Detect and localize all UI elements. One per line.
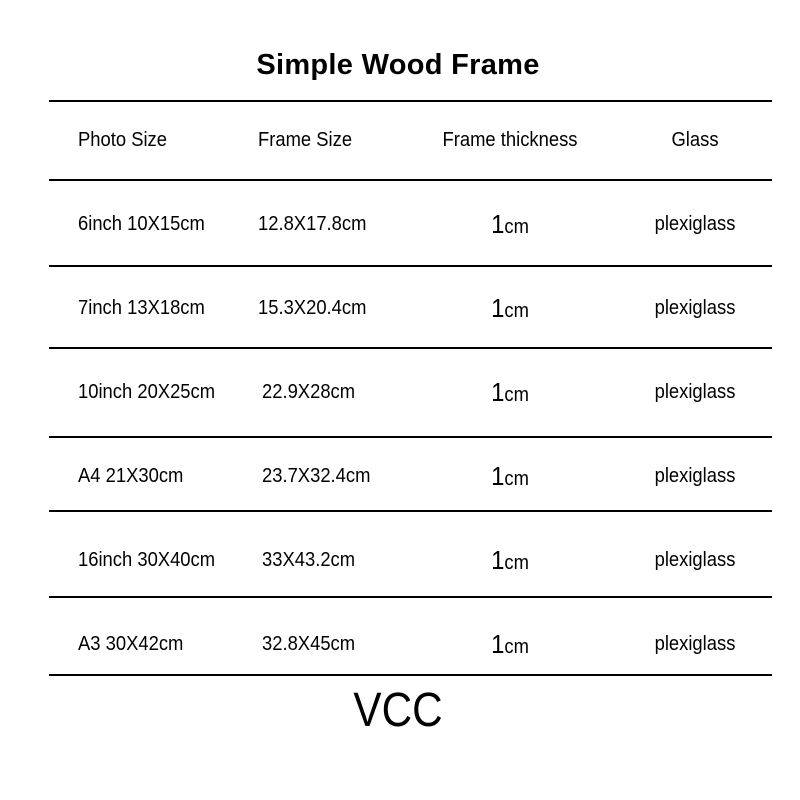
thickness-unit: cm <box>504 216 529 238</box>
brand-footer: VCC <box>353 684 443 737</box>
table-header-row <box>0 120 800 160</box>
photo-size-cell: 6inch 10X15cm <box>78 213 205 235</box>
glass-cell: plexiglass <box>654 633 736 655</box>
table-row <box>0 456 800 496</box>
row-rule <box>49 347 772 349</box>
photo-size-cell: 10inch 20X25cm <box>78 381 216 403</box>
header-photo-size: Photo Size <box>78 129 167 151</box>
glass-cell: plexiglass <box>654 465 736 487</box>
header-glass: Glass <box>671 129 719 151</box>
frame-thickness-cell <box>436 456 583 499</box>
table-row <box>0 372 800 412</box>
frame-thickness-cell <box>436 540 583 583</box>
table-row <box>0 288 800 328</box>
frame-size-cell: 22.9X28cm <box>262 381 356 403</box>
header-frame-thickness: Frame thickness <box>442 129 578 151</box>
frame-size-cell: 23.7X32.4cm <box>262 465 371 487</box>
thickness-unit: cm <box>504 300 529 322</box>
glass-cell: plexiglass <box>654 549 736 571</box>
row-rule <box>49 265 772 267</box>
thickness-unit: cm <box>504 552 529 574</box>
thickness-value: 1 <box>491 377 505 407</box>
frame-size-cell: 32.8X45cm <box>262 633 356 655</box>
top-rule <box>49 100 772 102</box>
frame-thickness-cell <box>436 204 583 247</box>
thickness-value: 1 <box>491 293 505 323</box>
photo-size-cell: A4 21X30cm <box>78 465 184 487</box>
glass-cell: plexiglass <box>654 381 736 403</box>
header-frame-size: Frame Size <box>258 129 353 151</box>
glass-cell: plexiglass <box>654 297 736 319</box>
frame-size-cell: 33X43.2cm <box>262 549 356 571</box>
frame-thickness-cell <box>436 624 583 667</box>
thickness-value: 1 <box>491 209 505 239</box>
frame-thickness-cell <box>436 372 583 415</box>
row-rule <box>49 436 772 438</box>
thickness-value: 1 <box>491 545 505 575</box>
row-rule <box>49 510 772 512</box>
row-rule <box>49 596 772 598</box>
thickness-value: 1 <box>491 629 505 659</box>
header-rule <box>49 179 772 181</box>
thickness-value: 1 <box>491 461 505 491</box>
page-title: Simple Wood Frame <box>256 49 540 81</box>
photo-size-cell: A3 30X42cm <box>78 633 184 655</box>
table-row <box>0 624 800 664</box>
frame-thickness-cell <box>436 288 583 331</box>
glass-cell: plexiglass <box>654 213 736 235</box>
frame-size-cell: 12.8X17.8cm <box>258 213 367 235</box>
table-row <box>0 204 800 244</box>
thickness-unit: cm <box>504 384 529 406</box>
thickness-unit: cm <box>504 468 529 490</box>
frame-size-cell: 15.3X20.4cm <box>258 297 367 319</box>
table-row <box>0 540 800 580</box>
thickness-unit: cm <box>504 636 529 658</box>
photo-size-cell: 16inch 30X40cm <box>78 549 216 571</box>
bottom-rule <box>49 674 772 676</box>
photo-size-cell: 7inch 13X18cm <box>78 297 205 319</box>
